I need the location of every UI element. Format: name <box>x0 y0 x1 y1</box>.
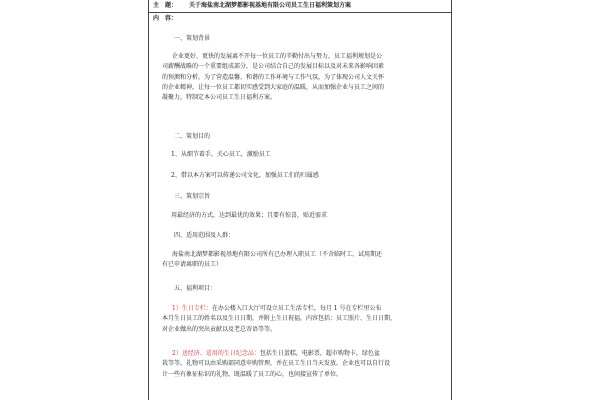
subject-value: 关于海盐南北湖梦都影视基地有限公司员工生日福利策划方案 <box>189 1 352 9</box>
section-4-paragraph <box>162 250 442 271</box>
section-1-line: 司薪酬战略的一个重要组成部分，是公司结合自己的发展目标以及对未来各影响因素 <box>162 63 385 71</box>
gift-title: 2）送经济、适用的生日纪念品： <box>172 350 260 357</box>
content-row <box>149 13 451 25</box>
section-5-item-1-line: 本月生日员工的姓名以及生日日期，并附上生日祝福，内容包括：员工照片、生日日期， <box>162 315 397 323</box>
section-2-heading: 二、策划目的 <box>174 133 211 140</box>
section-1-line: 的企业精神，让每一位员工都切实感受到大家庭的温暖，从而加强企业与员工之间的 <box>162 83 385 91</box>
section-1-heading: 一、策划背景 <box>174 35 211 42</box>
birthday-column-text: 在办公楼入口大厅可设立员工生活专栏，每月 1 号在专栏里公布 <box>211 305 382 312</box>
section-2-item: 1、从细节着手，关心员工，激励员工 <box>171 151 271 158</box>
section-3-heading: 三、策划宗旨 <box>174 193 211 200</box>
section-1-line: 企业更好，更快的发展离不开每一位员工的辛勤付出与努力，员工福利规划是公 <box>172 53 383 60</box>
document-page <box>148 0 452 400</box>
subject-label: 主 题： <box>153 1 178 9</box>
section-5-item-1-line: 对企业做出的突出贡献以及老总寄语等等。 <box>162 325 277 333</box>
section-5-item-2 <box>162 349 442 380</box>
section-3-text: 用最经济的方式，达到最优的效果；且要有惊喜，贴近需求 <box>171 212 328 219</box>
birthday-column-title: 1）生日专栏： <box>172 305 212 312</box>
section-2-item: 2、借以本方案可以传递公司文化，加强员工们的归属感 <box>171 172 319 179</box>
gift-text: 包括生日蛋糕，电影票，超市购物卡，绿色盆 <box>259 350 380 357</box>
section-5-item-2-line: 栽等等。礼物可以由采购部同意申购管理，并在员工生日当天发放。企业也可以自行设 <box>162 360 391 368</box>
section-5-item-1 <box>162 304 442 335</box>
section-5-item-1-first-line <box>162 304 442 314</box>
section-4-line: 有已申请离职的员工） <box>162 261 223 269</box>
section-4-line: 海盐南北湖梦都影视基地有限公司所有已办理入职员工（不含临时工、试用期还 <box>172 251 383 258</box>
section-5-heading: 五、福利项目： <box>174 285 217 292</box>
document-body <box>149 26 451 400</box>
subject-row <box>149 0 451 13</box>
section-1-paragraph <box>162 52 442 103</box>
section-1-line: 凝聚力，特制定本公司员工生日福利方案。 <box>162 94 277 102</box>
content-label: 内 容： <box>153 14 178 22</box>
section-1-line: 的预测和分析。为了营造温馨、和谐的工作环境与工作气氛，为了体现公司人文关怀 <box>162 73 385 81</box>
section-5-item-2-line: 计一些有象征标识的礼物，既温暖了员工的心，也间接宣传了单位。 <box>162 370 343 378</box>
section-4-heading: 四、适用范围及人群： <box>174 232 235 239</box>
section-5-item-2-first-line <box>162 349 442 359</box>
